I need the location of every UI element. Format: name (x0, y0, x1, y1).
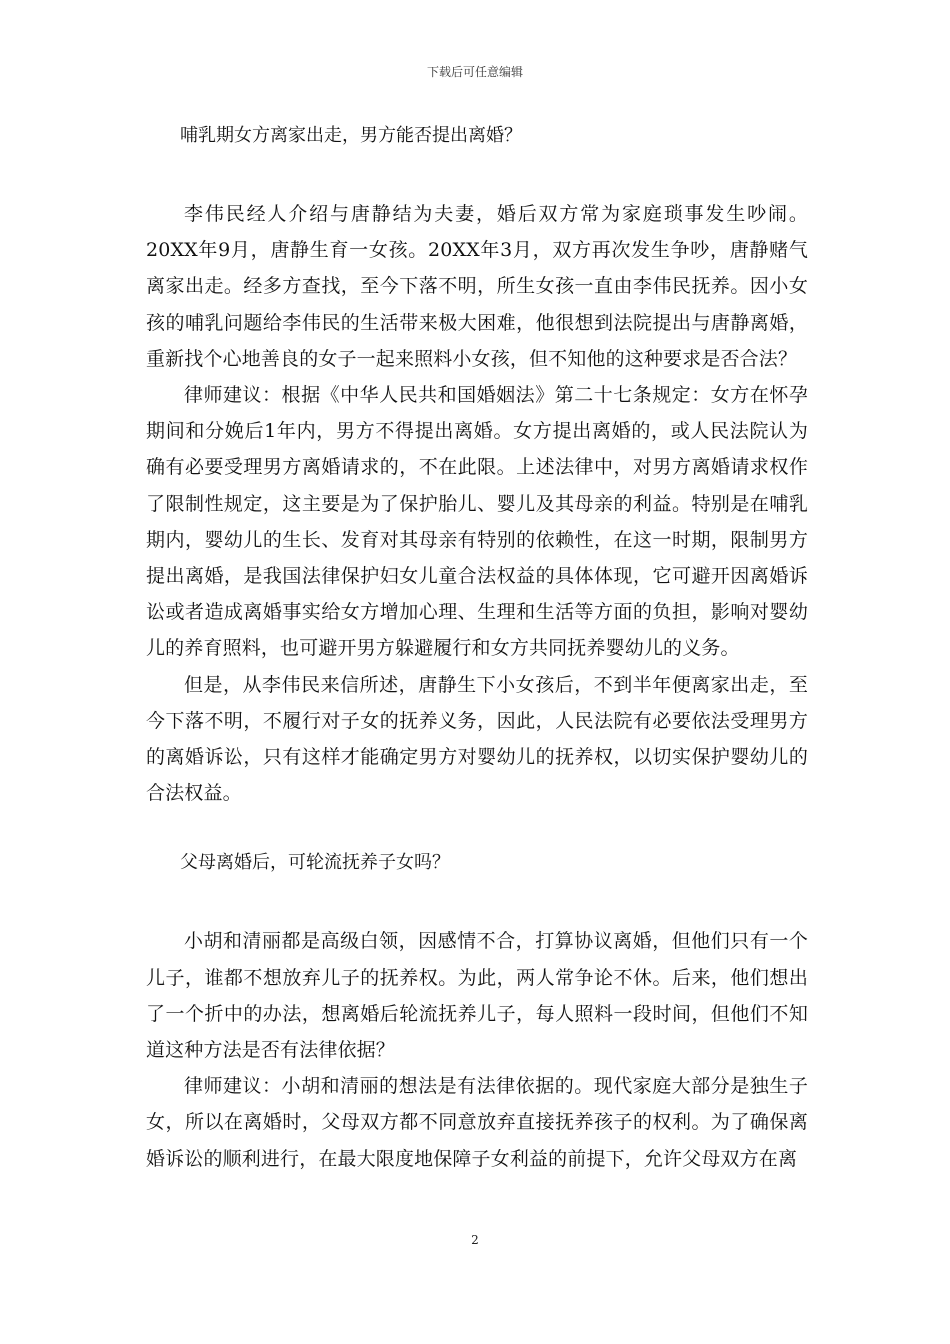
section-heading: 哺乳期女方离家出走，男方能否提出离婚？ (180, 125, 522, 146)
paragraph: 律师建议：小胡和清丽的想法是有法律依据的。现代家庭大部分是独生子女，所以在离婚时，父母双方都不同意放弃直接抚养孩子的权利。为了确保离婚诉讼的顺利进行，在最大限度地保障子女利益的前提下，允许父母双方在离 (146, 1075, 808, 1170)
paragraph: 但是，从李伟民来信所述，唐静生下小女孩后，不到半年便离家出走，至今下落不明，不履行对子女的抚养义务，因此，人民法院有必要依法受理男方的离婚诉讼，只有这样才能确定男方对婴幼儿的抚养权，以切实保护婴幼儿的合法权益。 (146, 673, 808, 805)
spacer (146, 811, 808, 845)
section-heading: 父母离婚后，可轮流抚养子女吗？ (180, 852, 450, 874)
paragraph: 小胡和清丽都是高级白领，因感情不合，打算协议离婚，但他们只有一个儿子，谁都不想放弃儿子的抚养权。为此，两人常争论不休。后来，他们想出了一个折中的办法，想离婚后轮流抚养儿子，每人照料一段时间，但他们不知道这种方法是否有法律依据？ (146, 930, 808, 1062)
document-body (146, 118, 808, 1177)
page-number: 2 (471, 1233, 479, 1247)
spacer (146, 154, 808, 196)
spacer (146, 881, 808, 923)
paragraph: 律师建议：根据《中华人民共和国婚姻法》第二十七条规定：女方在怀孕期间和分娩后1年内，男方不得提出离婚。女方提出离婚的，或人民法院认为确有必要受理男方离婚请求的，不在此限。上述法律中，对男方离婚请求权作了限制性规定，这主要是为了保护胎儿、婴儿及其母亲的利益。特别是在哺乳期内，婴幼儿的生长、发育对其母亲有特别的依赖性，在这一时期，限制男方提出离婚，是我国法律保护妇女儿童合法权益的具体体现，它可避开因离婚诉讼或者造成离婚事实给女方增加心理、生理和生活等方面的负担，影响对婴幼儿的养育照料，也可避开男方躲避履行和女方共同抚养婴幼儿的义务。 (146, 384, 808, 660)
paragraph: 李伟民经人介绍与唐静结为夫妻，婚后双方常为家庭琐事发生吵闹。20XX年9月，唐静生育一女孩。20XX年3月，双方再次发生争吵，唐静赌气离家出走。经多方查找，至今下落不明，所生女孩一直由李伟民抚养。因小女孩的哺乳问题给李伟民的生活带来极大困难，他很想到法院提出与唐静离婚，重新找个心地善良的女子一起来照料小女孩，但不知他的这种要求是否合法？ (146, 203, 808, 370)
page-header: 下载后可任意编辑 (426, 65, 523, 79)
